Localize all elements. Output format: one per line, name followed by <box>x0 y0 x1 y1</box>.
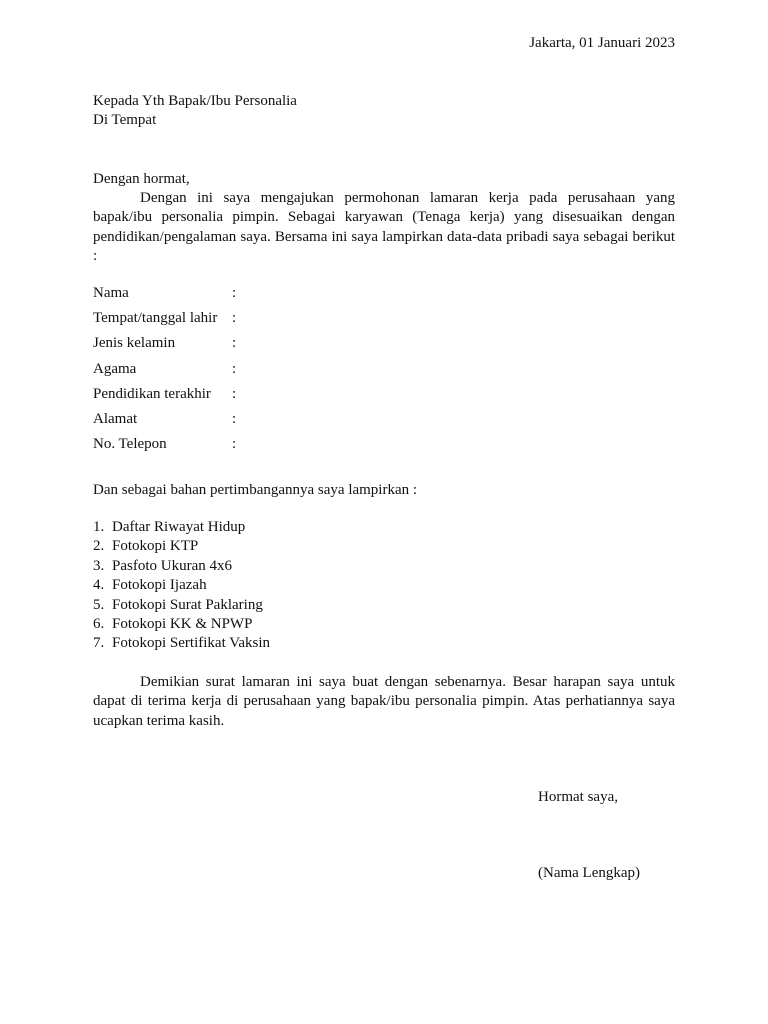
list-item-text: Daftar Riwayat Hidup <box>112 519 246 535</box>
list-item-number: 2. <box>93 538 105 555</box>
closing-greeting: Hormat saya, <box>538 789 618 805</box>
list-item-number: 1. <box>93 519 105 535</box>
field-row-pendidikan-terakhir <box>93 385 242 410</box>
field-row-jenis-kelamin <box>93 334 242 359</box>
list-item <box>93 615 270 634</box>
field-row-tempat-tanggal-lahir <box>93 309 242 334</box>
opening-paragraph: Dengan ini saya mengajukan permohonan lamaran kerja pada perusahaan yang bapak/ibu personalia pimpin. Sebagai karyawan (Tenaga kerja) yang disesuaikan dengan pendidikan/pengalaman saya. Bersama ini saya lampirkan data-data pribadi saya sebagai berikut : <box>93 190 675 264</box>
field-colon: : <box>232 410 237 427</box>
field-colon: : <box>232 335 237 352</box>
signature-name: (Nama Lengkap) <box>538 865 641 881</box>
list-item <box>93 557 270 576</box>
list-item <box>93 596 270 615</box>
field-row-nama <box>93 284 242 309</box>
salutation: Dengan hormat, <box>93 171 190 187</box>
list-item-text: Fotokopi Sertifikat Vaksin <box>112 635 271 652</box>
list-item <box>93 576 270 595</box>
recipient-line-2: Di Tempat <box>93 112 157 128</box>
field-label: Jenis kelamin <box>93 335 176 352</box>
field-colon: : <box>232 436 237 453</box>
field-colon: : <box>232 385 237 402</box>
field-row-agama <box>93 360 242 385</box>
recipient-block <box>93 92 297 130</box>
list-item-number: 5. <box>93 596 105 613</box>
field-colon: : <box>232 310 237 327</box>
personal-data-fields <box>93 284 242 460</box>
list-item-number: 7. <box>93 635 105 652</box>
field-label: Alamat <box>93 410 138 427</box>
attachments-list <box>93 518 270 654</box>
list-item-number: 4. <box>93 577 105 594</box>
field-row-no-telepon <box>93 435 242 460</box>
list-item <box>93 537 270 556</box>
field-colon: : <box>232 285 237 301</box>
list-item-text: Fotokopi Surat Paklaring <box>112 596 263 613</box>
list-item <box>93 634 270 653</box>
field-label: Nama <box>93 285 129 301</box>
field-label: No. Telepon <box>93 436 167 453</box>
field-row-alamat <box>93 410 242 435</box>
field-label: Pendidikan terakhir <box>93 385 211 402</box>
field-label: Tempat/tanggal lahir <box>93 310 218 327</box>
list-item-text: Fotokopi Ijazah <box>112 577 207 594</box>
recipient-line-1: Kepada Yth Bapak/Ibu Personalia <box>93 93 297 109</box>
attachments-intro: Dan sebagai bahan pertimbangannya saya lampirkan : <box>93 482 418 498</box>
list-item-number: 6. <box>93 615 105 632</box>
list-item <box>93 518 270 537</box>
closing-paragraph: Demikian surat lamaran ini saya buat dengan sebenarnya. Besar harapan saya untuk dapat di terima kerja di perusahaan yang bapak/ibu personalia pimpin. Atas perhatiannya saya ucapkan terima kasih. <box>93 674 675 729</box>
list-item-text: Pasfoto Ukuran 4x6 <box>112 557 232 574</box>
field-label: Agama <box>93 360 137 377</box>
list-item-text: Fotokopi KTP <box>112 538 199 555</box>
list-item-number: 3. <box>93 557 105 574</box>
field-colon: : <box>232 360 237 377</box>
date-line: Jakarta, 01 Januari 2023 <box>529 35 675 51</box>
list-item-text: Fotokopi KK & NPWP <box>112 615 253 632</box>
